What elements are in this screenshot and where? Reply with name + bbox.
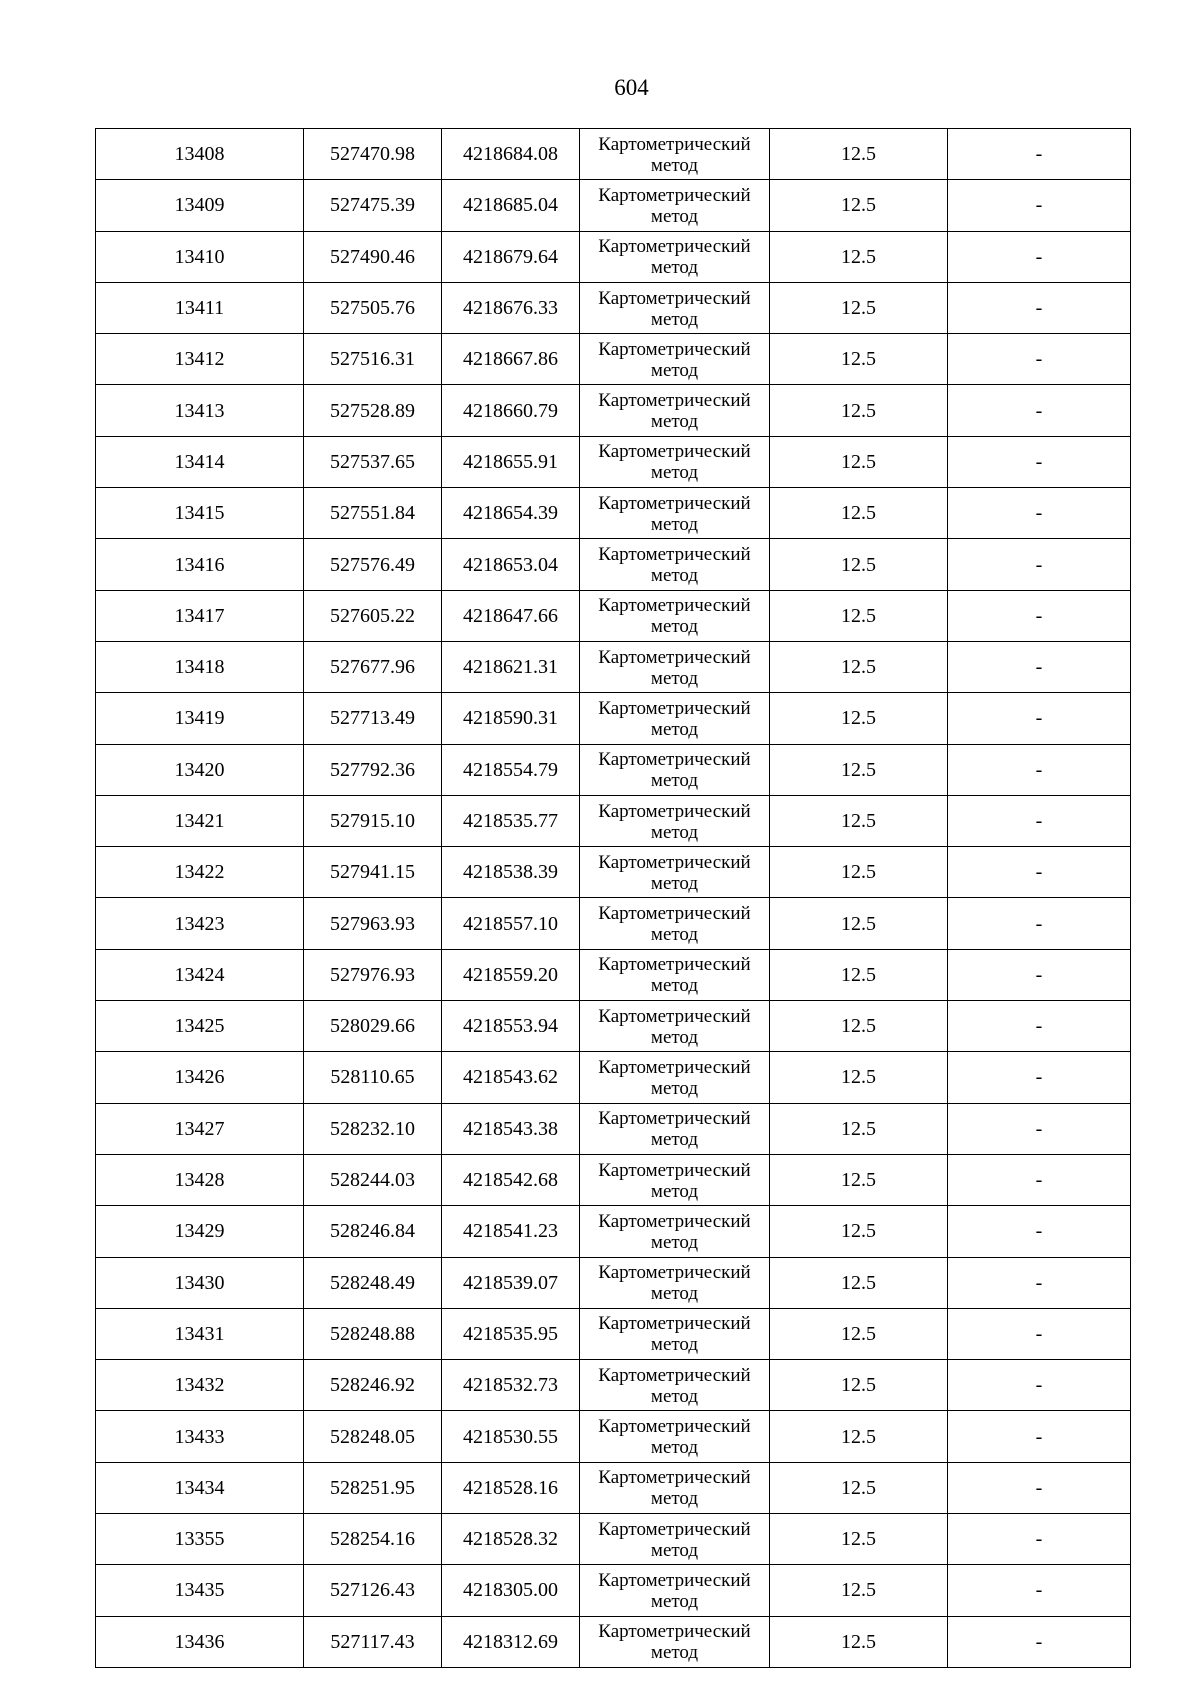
table-row: [96, 1565, 1131, 1616]
x-coordinate-cell: 527117.43: [304, 1616, 442, 1667]
y-coordinate-cell: 4218528.16: [442, 1462, 580, 1513]
table-row: [96, 539, 1131, 590]
x-coordinate-cell: 527792.36: [304, 744, 442, 795]
x-coordinate-cell: 527551.84: [304, 488, 442, 539]
note-cell: -: [948, 1360, 1131, 1411]
note-cell: -: [948, 1411, 1131, 1462]
table-row: [96, 590, 1131, 641]
table-row: [96, 1257, 1131, 1308]
method-cell: Картометрический метод: [580, 641, 770, 692]
coordinates-table-body: [96, 129, 1131, 1668]
method-cell: Картометрический метод: [580, 1154, 770, 1205]
table-row: [96, 488, 1131, 539]
x-coordinate-cell: 527605.22: [304, 590, 442, 641]
accuracy-cell: 12.5: [770, 488, 948, 539]
x-coordinate-cell: 527576.49: [304, 539, 442, 590]
method-cell: Картометрический метод: [580, 1052, 770, 1103]
method-cell: Картометрический метод: [580, 1411, 770, 1462]
note-cell: -: [948, 539, 1131, 590]
table-row: [96, 282, 1131, 333]
y-coordinate-cell: 4218621.31: [442, 641, 580, 692]
note-cell: -: [948, 488, 1131, 539]
accuracy-cell: 12.5: [770, 334, 948, 385]
point-id-cell: 13425: [96, 1001, 304, 1052]
y-coordinate-cell: 4218654.39: [442, 488, 580, 539]
note-cell: -: [948, 1308, 1131, 1359]
table-row: [96, 1154, 1131, 1205]
note-cell: -: [948, 1052, 1131, 1103]
point-id-cell: 13427: [96, 1103, 304, 1154]
y-coordinate-cell: 4218667.86: [442, 334, 580, 385]
note-cell: -: [948, 1154, 1131, 1205]
x-coordinate-cell: 527528.89: [304, 385, 442, 436]
point-id-cell: 13413: [96, 385, 304, 436]
method-cell: Картометрический метод: [580, 488, 770, 539]
note-cell: -: [948, 590, 1131, 641]
accuracy-cell: 12.5: [770, 693, 948, 744]
y-coordinate-cell: 4218557.10: [442, 898, 580, 949]
note-cell: -: [948, 1206, 1131, 1257]
accuracy-cell: 12.5: [770, 180, 948, 231]
table-row: [96, 1360, 1131, 1411]
accuracy-cell: 12.5: [770, 1308, 948, 1359]
point-id-cell: 13423: [96, 898, 304, 949]
accuracy-cell: 12.5: [770, 1154, 948, 1205]
table-row: [96, 334, 1131, 385]
coordinates-table: [95, 128, 1131, 1668]
y-coordinate-cell: 4218679.64: [442, 231, 580, 282]
note-cell: -: [948, 1514, 1131, 1565]
point-id-cell: 13355: [96, 1514, 304, 1565]
y-coordinate-cell: 4218535.77: [442, 795, 580, 846]
point-id-cell: 13418: [96, 641, 304, 692]
table-row: [96, 180, 1131, 231]
table-row: [96, 1616, 1131, 1667]
y-coordinate-cell: 4218655.91: [442, 436, 580, 487]
note-cell: -: [948, 282, 1131, 333]
note-cell: -: [948, 231, 1131, 282]
point-id-cell: 13434: [96, 1462, 304, 1513]
x-coordinate-cell: 527516.31: [304, 334, 442, 385]
method-cell: Картометрический метод: [580, 1103, 770, 1154]
y-coordinate-cell: 4218528.32: [442, 1514, 580, 1565]
y-coordinate-cell: 4218660.79: [442, 385, 580, 436]
point-id-cell: 13412: [96, 334, 304, 385]
x-coordinate-cell: 527490.46: [304, 231, 442, 282]
table-row: [96, 847, 1131, 898]
method-cell: Картометрический метод: [580, 795, 770, 846]
note-cell: -: [948, 1001, 1131, 1052]
table-row: [96, 1514, 1131, 1565]
x-coordinate-cell: 528248.49: [304, 1257, 442, 1308]
y-coordinate-cell: 4218553.94: [442, 1001, 580, 1052]
point-id-cell: 13416: [96, 539, 304, 590]
point-id-cell: 13431: [96, 1308, 304, 1359]
point-id-cell: 13433: [96, 1411, 304, 1462]
y-coordinate-cell: 4218559.20: [442, 949, 580, 1000]
accuracy-cell: 12.5: [770, 1257, 948, 1308]
note-cell: -: [948, 744, 1131, 795]
method-cell: Картометрический метод: [580, 436, 770, 487]
table-row: [96, 1103, 1131, 1154]
accuracy-cell: 12.5: [770, 1001, 948, 1052]
point-id-cell: 13435: [96, 1565, 304, 1616]
note-cell: -: [948, 436, 1131, 487]
x-coordinate-cell: 527475.39: [304, 180, 442, 231]
y-coordinate-cell: 4218653.04: [442, 539, 580, 590]
method-cell: Картометрический метод: [580, 282, 770, 333]
point-id-cell: 13424: [96, 949, 304, 1000]
y-coordinate-cell: 4218590.31: [442, 693, 580, 744]
accuracy-cell: 12.5: [770, 949, 948, 1000]
x-coordinate-cell: 528248.88: [304, 1308, 442, 1359]
method-cell: Картометрический метод: [580, 1462, 770, 1513]
y-coordinate-cell: 4218647.66: [442, 590, 580, 641]
accuracy-cell: 12.5: [770, 744, 948, 795]
table-row: [96, 1411, 1131, 1462]
method-cell: Картометрический метод: [580, 1565, 770, 1616]
method-cell: Картометрический метод: [580, 1616, 770, 1667]
accuracy-cell: 12.5: [770, 1206, 948, 1257]
accuracy-cell: 12.5: [770, 1411, 948, 1462]
x-coordinate-cell: 528110.65: [304, 1052, 442, 1103]
accuracy-cell: 12.5: [770, 795, 948, 846]
accuracy-cell: 12.5: [770, 1616, 948, 1667]
method-cell: Картометрический метод: [580, 1257, 770, 1308]
method-cell: Картометрический метод: [580, 693, 770, 744]
point-id-cell: 13419: [96, 693, 304, 744]
method-cell: Картометрический метод: [580, 949, 770, 1000]
y-coordinate-cell: 4218530.55: [442, 1411, 580, 1462]
method-cell: Картометрический метод: [580, 334, 770, 385]
note-cell: -: [948, 180, 1131, 231]
accuracy-cell: 12.5: [770, 641, 948, 692]
table-row: [96, 1052, 1131, 1103]
x-coordinate-cell: 528029.66: [304, 1001, 442, 1052]
accuracy-cell: 12.5: [770, 282, 948, 333]
y-coordinate-cell: 4218684.08: [442, 129, 580, 180]
accuracy-cell: 12.5: [770, 1462, 948, 1513]
point-id-cell: 13410: [96, 231, 304, 282]
point-id-cell: 13417: [96, 590, 304, 641]
y-coordinate-cell: 4218542.68: [442, 1154, 580, 1205]
x-coordinate-cell: 527941.15: [304, 847, 442, 898]
table-row: [96, 436, 1131, 487]
note-cell: -: [948, 693, 1131, 744]
note-cell: -: [948, 129, 1131, 180]
note-cell: -: [948, 1103, 1131, 1154]
y-coordinate-cell: 4218305.00: [442, 1565, 580, 1616]
point-id-cell: 13411: [96, 282, 304, 333]
method-cell: Картометрический метод: [580, 1360, 770, 1411]
accuracy-cell: 12.5: [770, 590, 948, 641]
x-coordinate-cell: 528232.10: [304, 1103, 442, 1154]
accuracy-cell: 12.5: [770, 898, 948, 949]
y-coordinate-cell: 4218538.39: [442, 847, 580, 898]
x-coordinate-cell: 528244.03: [304, 1154, 442, 1205]
x-coordinate-cell: 527677.96: [304, 641, 442, 692]
point-id-cell: 13408: [96, 129, 304, 180]
table-row: [96, 949, 1131, 1000]
table-row: [96, 1462, 1131, 1513]
x-coordinate-cell: 527976.93: [304, 949, 442, 1000]
x-coordinate-cell: 527505.76: [304, 282, 442, 333]
note-cell: -: [948, 1257, 1131, 1308]
method-cell: Картометрический метод: [580, 847, 770, 898]
y-coordinate-cell: 4218676.33: [442, 282, 580, 333]
y-coordinate-cell: 4218541.23: [442, 1206, 580, 1257]
y-coordinate-cell: 4218535.95: [442, 1308, 580, 1359]
point-id-cell: 13432: [96, 1360, 304, 1411]
x-coordinate-cell: 527537.65: [304, 436, 442, 487]
method-cell: Картометрический метод: [580, 1206, 770, 1257]
accuracy-cell: 12.5: [770, 1565, 948, 1616]
y-coordinate-cell: 4218543.38: [442, 1103, 580, 1154]
y-coordinate-cell: 4218539.07: [442, 1257, 580, 1308]
accuracy-cell: 12.5: [770, 231, 948, 282]
point-id-cell: 13430: [96, 1257, 304, 1308]
accuracy-cell: 12.5: [770, 1103, 948, 1154]
method-cell: Картометрический метод: [580, 744, 770, 795]
table-row: [96, 795, 1131, 846]
point-id-cell: 13420: [96, 744, 304, 795]
table-row: [96, 1206, 1131, 1257]
note-cell: -: [948, 641, 1131, 692]
accuracy-cell: 12.5: [770, 1514, 948, 1565]
note-cell: -: [948, 385, 1131, 436]
method-cell: Картометрический метод: [580, 590, 770, 641]
note-cell: -: [948, 1565, 1131, 1616]
table-row: [96, 1308, 1131, 1359]
y-coordinate-cell: 4218543.62: [442, 1052, 580, 1103]
point-id-cell: 13428: [96, 1154, 304, 1205]
method-cell: Картометрический метод: [580, 231, 770, 282]
note-cell: -: [948, 1462, 1131, 1513]
page-number: 604: [614, 75, 649, 100]
x-coordinate-cell: 527963.93: [304, 898, 442, 949]
method-cell: Картометрический метод: [580, 1308, 770, 1359]
table-row: [96, 385, 1131, 436]
point-id-cell: 13415: [96, 488, 304, 539]
accuracy-cell: 12.5: [770, 539, 948, 590]
note-cell: -: [948, 1616, 1131, 1667]
method-cell: Картометрический метод: [580, 1514, 770, 1565]
table-row: [96, 231, 1131, 282]
x-coordinate-cell: 528251.95: [304, 1462, 442, 1513]
note-cell: -: [948, 334, 1131, 385]
method-cell: Картометрический метод: [580, 129, 770, 180]
method-cell: Картометрический метод: [580, 539, 770, 590]
x-coordinate-cell: 528246.84: [304, 1206, 442, 1257]
table-row: [96, 898, 1131, 949]
point-id-cell: 13414: [96, 436, 304, 487]
x-coordinate-cell: 527470.98: [304, 129, 442, 180]
y-coordinate-cell: 4218532.73: [442, 1360, 580, 1411]
point-id-cell: 13422: [96, 847, 304, 898]
x-coordinate-cell: 528248.05: [304, 1411, 442, 1462]
method-cell: Картометрический метод: [580, 1001, 770, 1052]
point-id-cell: 13429: [96, 1206, 304, 1257]
y-coordinate-cell: 4218685.04: [442, 180, 580, 231]
y-coordinate-cell: 4218554.79: [442, 744, 580, 795]
point-id-cell: 13436: [96, 1616, 304, 1667]
table-row: [96, 693, 1131, 744]
x-coordinate-cell: 528254.16: [304, 1514, 442, 1565]
accuracy-cell: 12.5: [770, 385, 948, 436]
note-cell: -: [948, 949, 1131, 1000]
note-cell: -: [948, 795, 1131, 846]
table-row: [96, 744, 1131, 795]
method-cell: Картометрический метод: [580, 385, 770, 436]
point-id-cell: 13421: [96, 795, 304, 846]
note-cell: -: [948, 898, 1131, 949]
accuracy-cell: 12.5: [770, 436, 948, 487]
x-coordinate-cell: 527915.10: [304, 795, 442, 846]
x-coordinate-cell: 527713.49: [304, 693, 442, 744]
table-row: [96, 641, 1131, 692]
note-cell: -: [948, 847, 1131, 898]
x-coordinate-cell: 528246.92: [304, 1360, 442, 1411]
accuracy-cell: 12.5: [770, 129, 948, 180]
method-cell: Картометрический метод: [580, 898, 770, 949]
point-id-cell: 13426: [96, 1052, 304, 1103]
accuracy-cell: 12.5: [770, 847, 948, 898]
x-coordinate-cell: 527126.43: [304, 1565, 442, 1616]
y-coordinate-cell: 4218312.69: [442, 1616, 580, 1667]
accuracy-cell: 12.5: [770, 1360, 948, 1411]
table-row: [96, 129, 1131, 180]
table-row: [96, 1001, 1131, 1052]
point-id-cell: 13409: [96, 180, 304, 231]
method-cell: Картометрический метод: [580, 180, 770, 231]
accuracy-cell: 12.5: [770, 1052, 948, 1103]
